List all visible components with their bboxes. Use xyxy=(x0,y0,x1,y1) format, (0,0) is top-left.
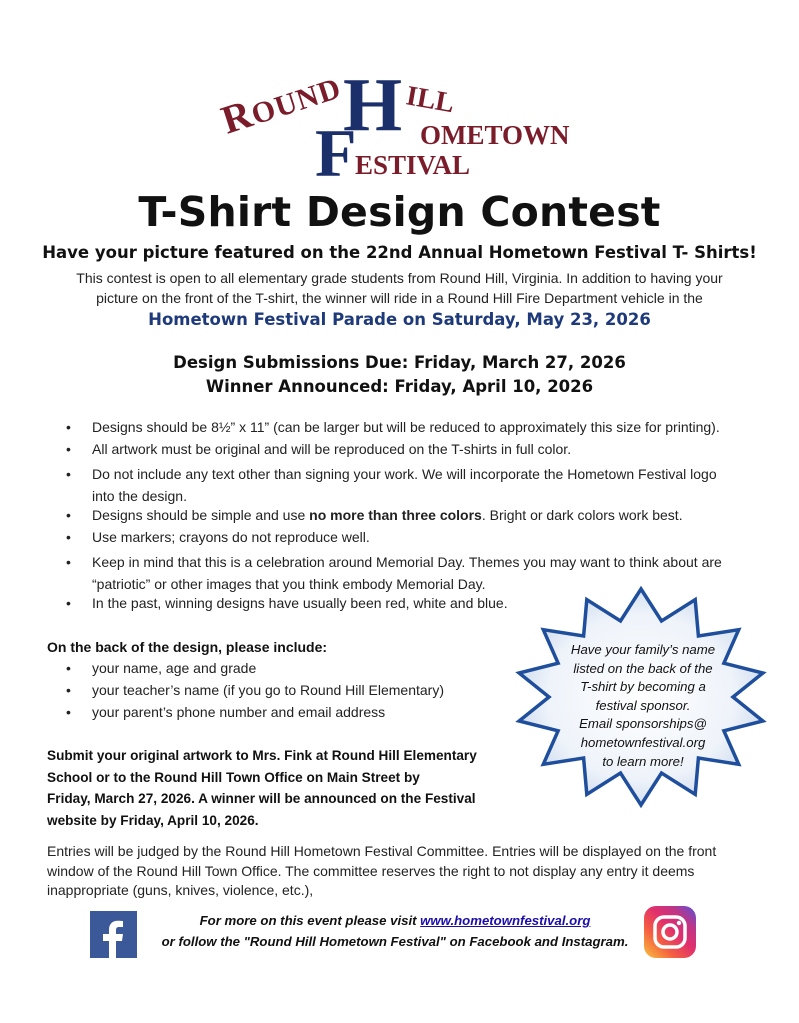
list-item: • Use markers; crayons do not reproduce well. xyxy=(66,529,766,551)
submission-due: Design Submissions Due: Friday, March 27, 2026 xyxy=(173,353,626,372)
svg-text:F: F xyxy=(315,115,357,182)
back-list xyxy=(66,657,506,723)
list-item: • Keep in mind that this is a celebration around Memorial Day. Themes you may want to think about are “patriotic” or other images that you think embody Memorial Day. xyxy=(66,551,766,595)
website-link[interactable]: www.hometownfestival.org xyxy=(420,913,591,928)
list-item: • Do not include any text other than signing your work. We will incorporate the Hometown Festival logo into the design. xyxy=(66,463,766,507)
footer-follow: or follow the "Round Hill Hometown Festival" on Facebook and Instagram. xyxy=(161,934,629,949)
logo-festival: ESTIVAL xyxy=(355,150,471,180)
submit-instructions: Submit your original artwork to Mrs. Fink at Round Hill Elementary School or to the Round Hill Town Office on Main Street by Friday, March 27, 2026. A winner will be announced on the Festival website by Friday, April 10, 2026. xyxy=(47,748,477,828)
list-item: • All artwork must be original and will be reproduced on the T-shirts in full color. xyxy=(66,441,766,463)
footer-visit: For more on this event please visit www.hometownfestival.org xyxy=(199,913,591,928)
logo-hometown: OMETOWN xyxy=(420,120,570,150)
list-item: • In the past, winning designs have usually been red, white and blue. xyxy=(66,595,766,617)
page-title: T-Shirt Design Contest xyxy=(138,188,661,236)
list-item: • your name, age and grade xyxy=(66,657,506,679)
facebook-icon[interactable] xyxy=(90,911,137,958)
winner-announced: Winner Announced: Friday, April 10, 2026 xyxy=(205,377,594,396)
list-item: • Designs should be 8½” x 11” (can be larger but will be reduced to approximately this size for printing). xyxy=(66,419,766,441)
parade-date: Hometown Festival Parade on Saturday, May 23, 2026 xyxy=(148,310,651,329)
judging-note: Entries will be judged by the Round Hill Hometown Festival Committee. Entries will be displayed on the front window of the Round Hill Town Office. The committee reserves the right to not display any entry it deems inappropriate (guns, knives, violence, etc.), xyxy=(47,843,717,898)
logo-round: ROUND xyxy=(215,71,346,143)
svg-text:H: H xyxy=(343,63,403,147)
logo-hill: ILL xyxy=(403,80,457,120)
back-heading: On the back of the design, please include: xyxy=(47,639,328,655)
list-item: • your parent’s phone number and email address xyxy=(66,701,506,723)
list-item: • Designs should be simple and use no more than three colors. Bright or dark colors work best. xyxy=(66,507,766,529)
list-item: • your teacher’s name (if you go to Round Hill Elementary) xyxy=(66,679,506,701)
sponsor-callout: Have your family’s name listed on the back of the T-shirt by becoming a festival sponsor. Email sponsorships@ hometownfestival.org to learn more! xyxy=(570,642,716,769)
intro-line-1: This contest is open to all elementary grade students from Round Hill, Virginia. In addition to having your xyxy=(76,270,723,286)
subtitle: Have your picture featured on the 22nd Annual Hometown Festival T- Shirts! xyxy=(42,243,757,262)
instagram-icon[interactable] xyxy=(644,906,696,958)
festival-logo xyxy=(215,62,595,182)
intro-line-2: picture on the front of the T-shirt, the winner will ride in a Round Hill Fire Department vehicle in the xyxy=(96,290,703,306)
